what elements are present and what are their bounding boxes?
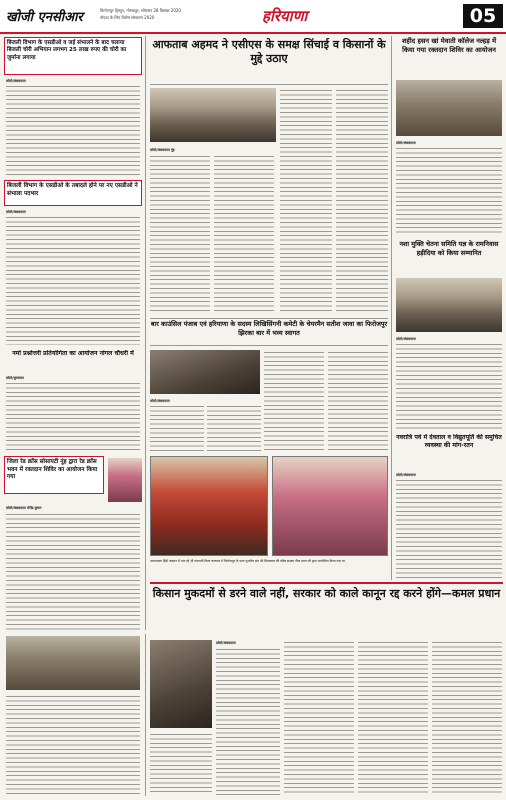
- left-third-byline: फ़ोटो/सूरजमल: [6, 376, 24, 380]
- right-headline-1: शहीद हसन खां मेवाती कॉलेज नल्हड़ में किया गया रक्तदान शिविर का आयोजन: [401, 37, 497, 54]
- bottom-byline: फ़ोटो/संवाददाता: [216, 641, 236, 645]
- right-body-1: [396, 146, 502, 236]
- bottom-body-e: [150, 732, 212, 795]
- left-fourth-photo: [108, 458, 142, 502]
- section-title: हरियाणा: [262, 7, 308, 25]
- center-mid-body-d: [328, 350, 388, 452]
- center-body-c: [280, 88, 332, 314]
- center-body-a: [150, 154, 210, 314]
- left-lead-headline: बिजली विभाग के एसडीओ व जई संभालने के बाद चलाया बिजली चोरी अभियान लगभग 25 लाख रुपए की चोरी का जुर्माना लगाया: [4, 37, 142, 75]
- left-bottom-body: [6, 694, 140, 795]
- column-rule-bottom-left: [145, 634, 146, 796]
- bottom-body-c: [358, 640, 428, 795]
- center-body-b: [214, 154, 274, 314]
- right-body-3: [396, 478, 502, 578]
- right-photo-1: [396, 80, 502, 136]
- center-lead-photo: [150, 88, 276, 142]
- bottom-photo: [150, 640, 212, 728]
- bottom-body-b: [284, 640, 354, 795]
- right-photo-2: [396, 278, 502, 332]
- left-second-headline: बिजली विभाग के एसडीओ के तबादले होने पर नए एसडीओ ने संभाला पदभार: [4, 180, 142, 206]
- right-headline-2: नशा मुक्ति चेतना समिति यज्ञ के रामनिवास हड़ीदिया को किया सम्मानित: [399, 240, 499, 257]
- center-headline-rule: [150, 84, 388, 85]
- center-event-photo-right: [272, 456, 388, 556]
- right-body-2: [396, 342, 502, 430]
- bottom-headline: किसान मुकदमों से डरने वाले नहीं, सरकार को काले कानून रद्द करने होंगे—कमल प्रधान: [152, 587, 501, 600]
- masthead-edition: नोएडा के लिए विशेष संस्करण 2020: [100, 15, 155, 20]
- center-photo-caption: अनाथालय हिंदी जंक्शन में चल रहे श्री पंचायती विश्व कल्याण में फिरोजपुर के परम पूजनीय संत श्री शिवालाल की वरिष्ठ सदस्य गीता माता जी द्वारा आयोजित किया गया था: [150, 559, 345, 563]
- left-fourth-headline: जिला रेड क्रॉस सोसायटी नूंह द्वारा रेड क्रॉस भवन में रक्तदान शिविर का आयोजन किया गया: [4, 456, 104, 494]
- left-third-body: [6, 381, 140, 451]
- bottom-body-a: [216, 647, 280, 795]
- center-headline: आफताब अहमद ने एसीएस के समक्ष सिंचाई व किसानों के मुद्दे उठाए: [152, 38, 386, 65]
- left-second-byline: फ़ोटो/संवाददाता: [6, 210, 26, 214]
- masthead: [0, 0, 506, 34]
- left-second-body: [6, 215, 140, 345]
- center-mid-body-c: [264, 350, 324, 452]
- bottom-top-rule: [150, 582, 503, 584]
- column-rule-right: [391, 36, 392, 580]
- right-byline-2: फ़ोटो/संवाददाता: [396, 337, 416, 341]
- center-body-d: [336, 88, 388, 314]
- masthead-logo: खोजी एनसीआर: [6, 10, 83, 25]
- center-byline: फ़ोटो/संवाददाता नूंह: [150, 148, 175, 152]
- right-byline-3: फ़ोटो/संवाददाता: [396, 473, 416, 477]
- bottom-body-d: [432, 640, 502, 795]
- right-headline-3: नवरात्रि पर्व में देवताल व विद्युतपूर्ति की समुचित व्यवस्था की मांग-रतन: [396, 434, 502, 450]
- masthead-date: फिरोजपुर ट्रिब्यून, गोरखपुर, सोमवार 28 दिसंबर 2020: [100, 8, 181, 13]
- center-mid-byline: फ़ोटो/संवाददाता: [150, 399, 170, 403]
- left-lead-byline: फ़ोटो/संवाददाता: [6, 79, 26, 83]
- left-fourth-body: [6, 512, 140, 630]
- left-fourth-byline: फ़ोटो/संवाददाता योगेंद्र कुमार: [6, 506, 42, 510]
- page-number: 05: [463, 4, 503, 28]
- column-rule-left: [145, 36, 146, 630]
- center-event-photo-left: [150, 456, 268, 556]
- center-mid-body-b: [207, 404, 261, 452]
- left-third-headline: नमो प्रश्नोत्तरी प्रतियोगिता का आयोजन नांगल चौधरी में: [12, 350, 134, 357]
- left-bottom-photo: [6, 636, 140, 690]
- center-mid-body-a: [150, 404, 204, 452]
- left-lead-body: [6, 84, 140, 176]
- center-mid-headline: बार काउंसिल पंजाब एवं हरियाणा के सदस्य लिखिसिंगनी कमेटी के चेयरमैन सतीश जावा का फिरोजपुर झिरका बार में भव्य स्वागत: [150, 318, 388, 346]
- center-mid-photo: [150, 350, 260, 394]
- right-byline-1: फ़ोटो/संवाददाता: [396, 141, 416, 145]
